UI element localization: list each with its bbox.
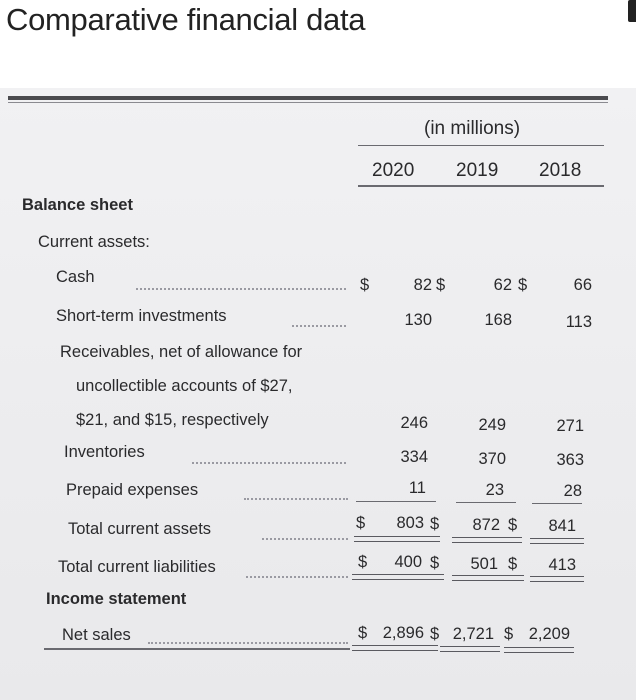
total-current-liabilities-label: Total current liabilities [58,558,216,576]
receivables-label-line3: $21, and $15, respectively [76,411,269,429]
cash-2018: 66 [573,276,592,294]
cash-label: Cash [56,268,95,286]
prepaid-leader-dots [244,496,348,500]
table-top-rule [8,96,608,100]
prepaid-2020: 11 [408,479,426,497]
short-term-2019: 168 [484,311,512,329]
current-assets-heading: Current assets: [38,233,150,251]
tca-dollar: $ [356,514,366,532]
cash-dollar: $ [360,276,370,294]
tca-dollar-2018: $ [508,516,518,534]
tcl-double-rule-2019 [452,575,524,581]
net-sales-2019: 2,721 [452,625,494,643]
tca-double-rule-2020 [354,536,440,542]
year-header-2019: 2019 [456,160,499,181]
total-current-assets-label: Total current assets [68,520,212,538]
net-sales-label-rule [44,648,350,650]
net-sales-dollar: $ [358,624,368,642]
total-current-assets-2018: 841 [548,517,576,535]
net-sales-2018: 2,209 [528,625,570,643]
net-sales-dollar-2019: $ [430,625,440,643]
cash-dollar-2018: $ [518,276,528,294]
total-current-liabilities-2018: 413 [548,556,576,574]
short-term-2018: 113 [565,313,592,331]
inventories-2018: 363 [556,451,584,469]
prepaid-2018: 28 [563,482,582,500]
total-current-assets-2020: 803 [396,514,424,532]
receivables-2018: 271 [556,417,584,435]
net-sales-dollar-2018: $ [504,625,514,643]
total-current-assets-leader-dots [262,536,348,540]
total-current-liabilities-2019: 501 [470,555,498,573]
total-current-assets-2019: 872 [472,516,500,534]
balance-sheet-heading: Balance sheet [22,196,133,214]
tcl-dollar-2019: $ [430,554,440,572]
prepaid-underline-2018 [532,503,582,504]
tca-double-rule-2018 [530,538,584,544]
units-underline [358,145,604,146]
short-term-leader-dots [292,323,346,327]
tcl-double-rule-2020 [352,574,444,580]
tcl-dollar-2018: $ [508,555,518,573]
tca-double-rule-2019 [452,537,522,543]
year-header-2020: 2020 [372,160,415,181]
net-sales-leader-dots [148,640,348,644]
short-term-2020: 130 [404,311,432,329]
year-header-2018: 2018 [539,160,582,181]
prepaid-2019: 23 [485,481,504,499]
short-term-investments-label: Short-term investments [56,307,227,325]
receivables-label-line1: Receivables, net of allowance for [60,343,303,361]
inventories-2020: 334 [400,448,428,466]
scrollbar-thumb[interactable] [628,0,636,22]
receivables-label-line2: uncollectible accounts of $27, [76,377,293,395]
inventories-2019: 370 [478,450,506,468]
cash-dollar-2019: $ [436,276,446,294]
table-top-rule-thin [8,102,608,103]
prepaid-expenses-label: Prepaid expenses [66,481,199,499]
years-underline [358,185,604,187]
page-title: Comparative financial data [6,2,366,37]
net-sales-label: Net sales [62,626,131,644]
inventories-leader-dots [192,460,346,464]
total-current-liabilities-2020: 400 [394,553,422,571]
inventories-label: Inventories [64,443,145,461]
tcl-leader-dots [246,574,348,578]
net-sales-double-rule-2018 [504,647,574,653]
prepaid-underline-2020 [356,501,436,502]
prepaid-underline-2019 [456,502,516,503]
net-sales-double-rule-2019 [440,646,500,652]
cash-2020: 82 [413,276,432,294]
receivables-2019: 249 [478,416,506,434]
cash-leader-dots [136,286,346,290]
tca-dollar-2019: $ [430,515,440,533]
tcl-double-rule-2018 [530,576,584,582]
units-header: (in millions) [424,118,521,139]
income-statement-heading: Income statement [46,590,187,608]
net-sales-double-rule-2020 [352,645,438,651]
cash-2019: 62 [493,276,512,294]
tcl-dollar: $ [358,553,368,571]
net-sales-2020: 2,896 [382,624,424,642]
receivables-2020: 246 [400,414,428,432]
